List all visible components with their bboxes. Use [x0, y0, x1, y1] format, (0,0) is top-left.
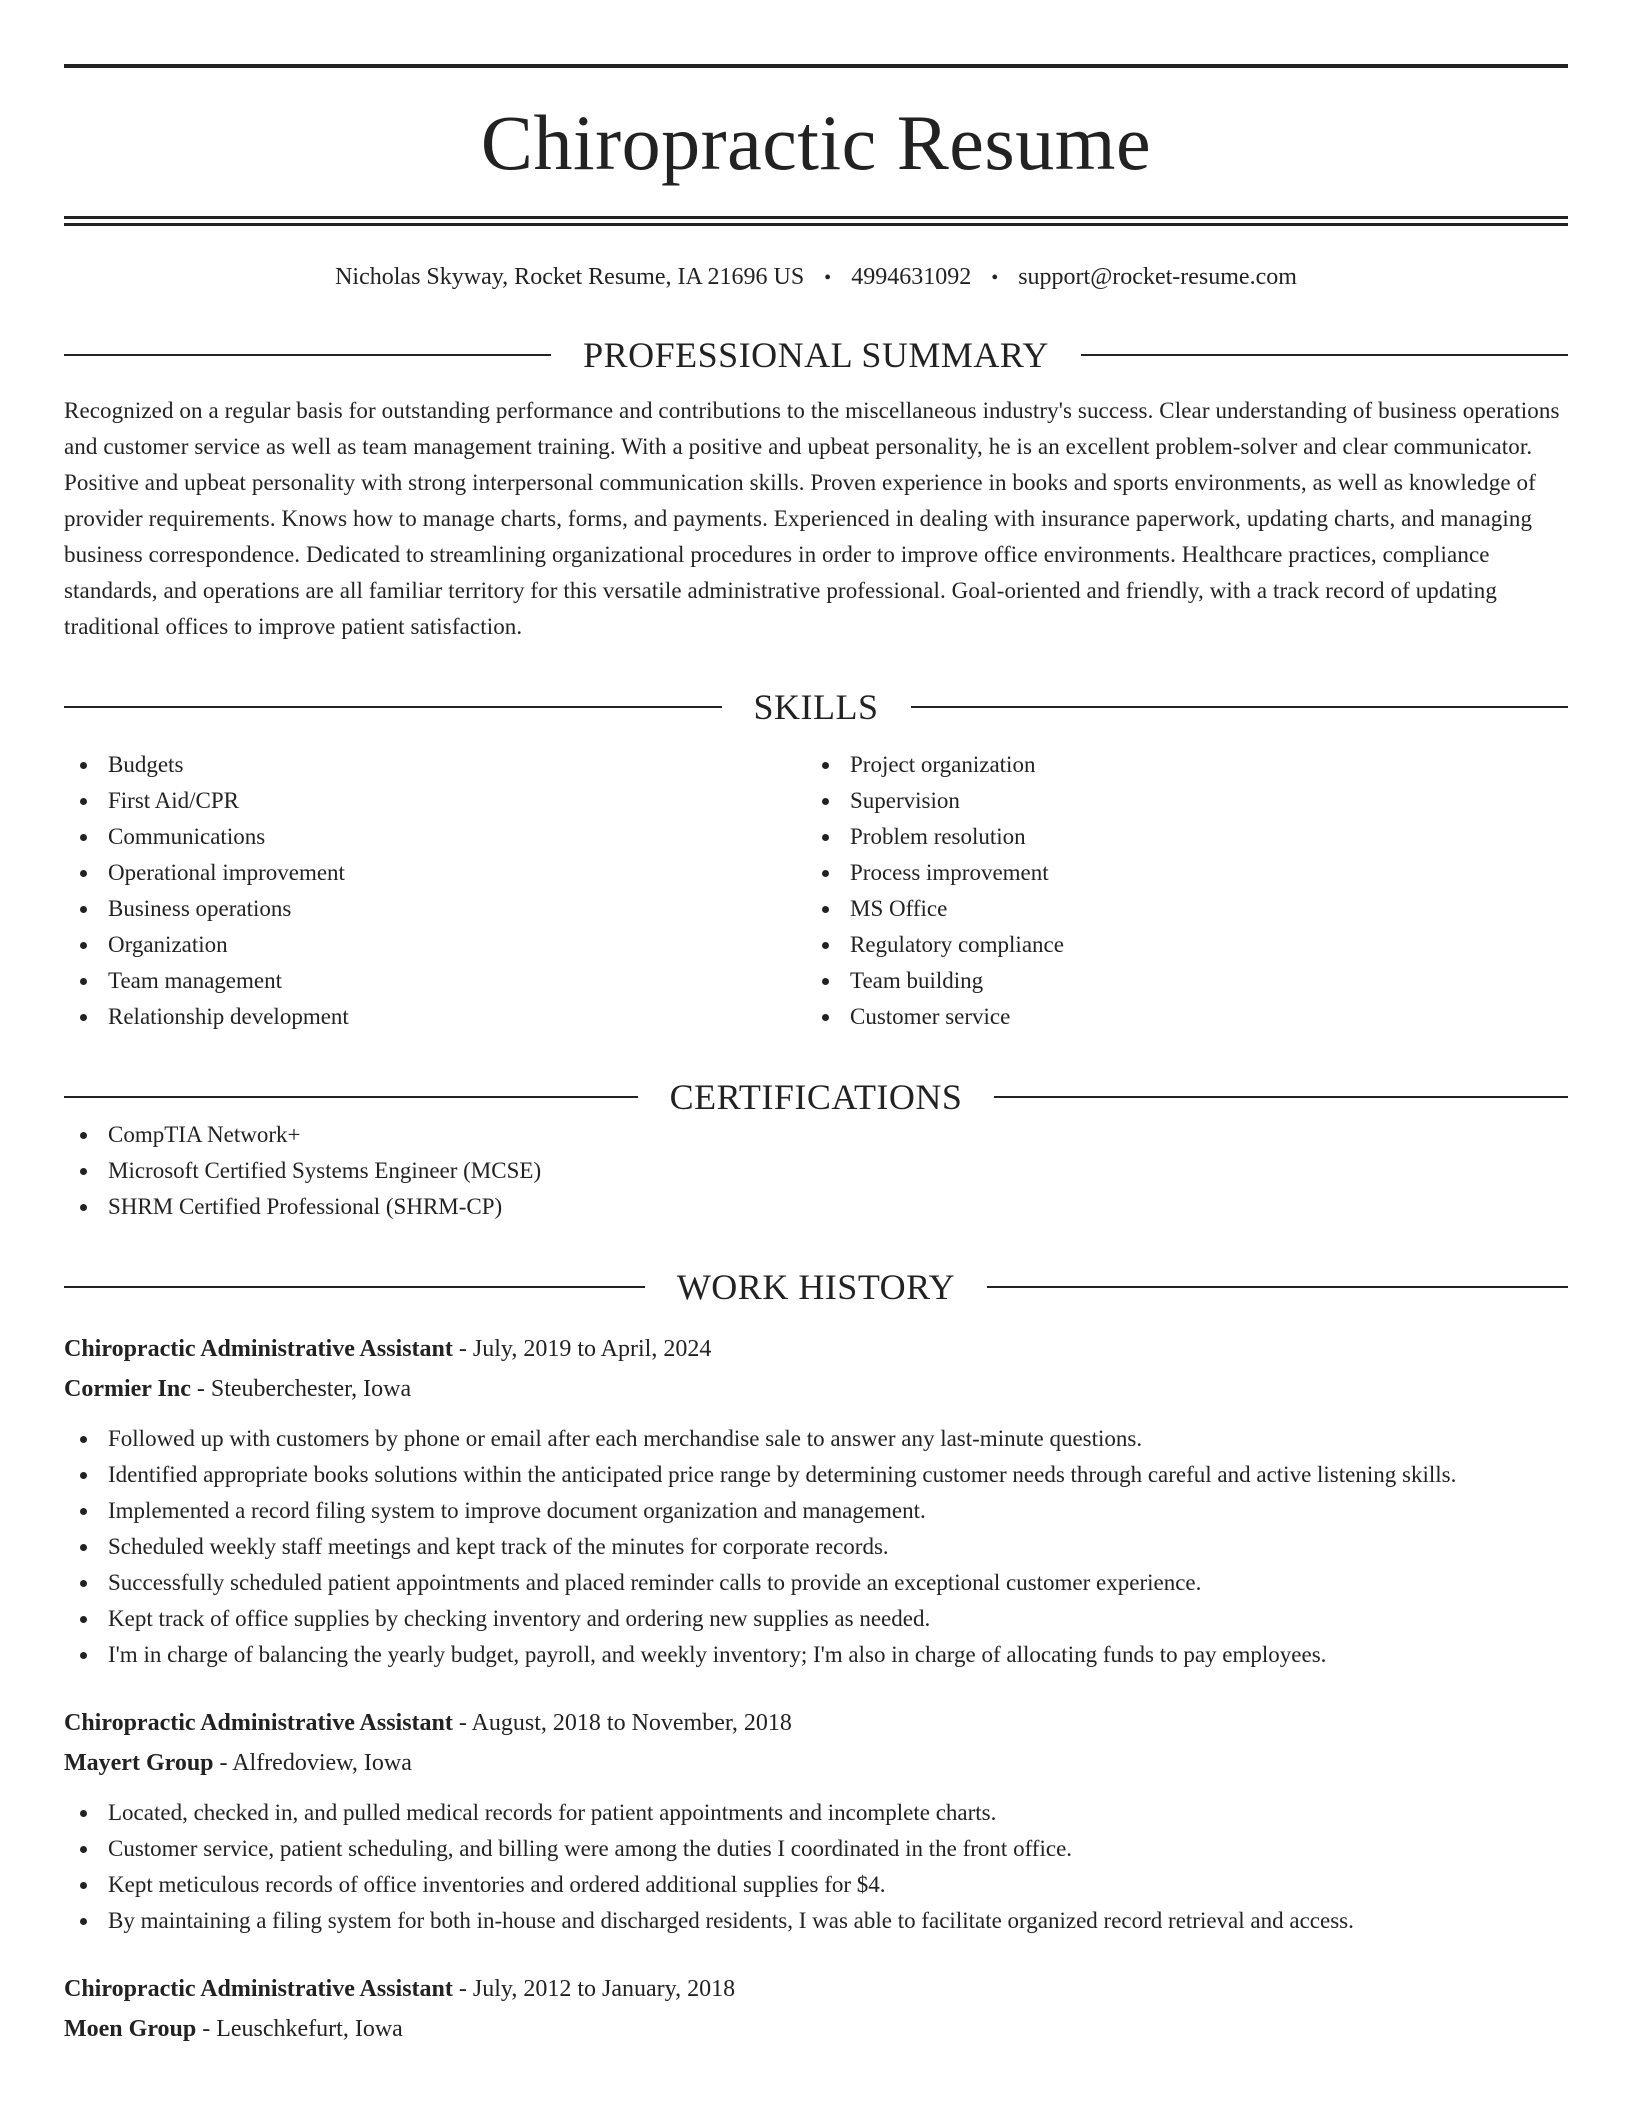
heading-rule-left — [64, 706, 722, 708]
contact-line — [64, 262, 1568, 293]
certification-item: SHRM Certified Professional (SHRM-CP) — [64, 1189, 1568, 1225]
job-title: Chiropractic Administrative Assistant — [64, 1976, 453, 2002]
skills-column-left — [64, 747, 806, 1035]
heading-rule-right — [1081, 354, 1568, 356]
top-rule — [64, 64, 1568, 68]
job-location: - Alfredoview, Iowa — [219, 1750, 412, 1776]
job-company-line — [64, 2009, 1568, 2049]
job-entry — [64, 1703, 1568, 1939]
skill-item: Regulatory compliance — [806, 927, 1548, 963]
job-title: Chiropractic Administrative Assistant — [64, 1336, 453, 1362]
job-duty: Identified appropriate books solutions within the anticipated price range by determining customer needs through careful and active listening skills. — [64, 1457, 1568, 1493]
job-title-line — [64, 1969, 1568, 2009]
certification-item: Microsoft Certified Systems Engineer (MCSE) — [64, 1153, 1568, 1189]
heading-rule-right — [911, 706, 1569, 708]
job-dates: - July, 2012 to January, 2018 — [458, 1976, 736, 2002]
heading-rule-right — [994, 1096, 1568, 1098]
job-dates: - August, 2018 to November, 2018 — [458, 1710, 792, 1736]
skill-item: Team building — [806, 963, 1548, 999]
summary-heading-text: PROFESSIONAL SUMMARY — [583, 335, 1049, 375]
work-history-heading — [64, 1267, 1568, 1307]
job-dates: - July, 2019 to April, 2024 — [458, 1336, 712, 1362]
skill-item: Communications — [64, 819, 806, 855]
job-duty: By maintaining a filing system for both in-house and discharged residents, I was able to facilitate organized record retrieval and access. — [64, 1903, 1568, 1939]
job-company: Mayert Group — [64, 1750, 214, 1776]
work-history-heading-text: WORK HISTORY — [676, 1267, 956, 1307]
skill-item: MS Office — [806, 891, 1548, 927]
skills-heading — [64, 687, 1568, 727]
skill-item: Organization — [64, 927, 806, 963]
resume-title: Chiropractic Resume — [480, 99, 1152, 186]
skill-item: Customer service — [806, 999, 1548, 1035]
skill-item: Supervision — [806, 783, 1548, 819]
job-duty: Customer service, patient scheduling, and billing were among the duties I coordinated in the front office. — [64, 1831, 1568, 1867]
heading-rule-left — [64, 1096, 638, 1098]
skills-heading-text: SKILLS — [753, 687, 879, 727]
job-duty: Kept meticulous records of office inventories and ordered additional supplies for $4. — [64, 1867, 1568, 1903]
skill-item: Relationship development — [64, 999, 806, 1035]
heading-rule-left — [64, 354, 551, 356]
skill-item: First Aid/CPR — [64, 783, 806, 819]
job-duty: Located, checked in, and pulled medical records for patient appointments and incomplete charts. — [64, 1795, 1568, 1831]
job-entry — [64, 1969, 1568, 2049]
title-double-rule — [64, 216, 1568, 226]
heading-rule-left — [64, 1286, 645, 1288]
skill-item: Team management — [64, 963, 806, 999]
skill-item: Process improvement — [806, 855, 1548, 891]
skill-item: Problem resolution — [806, 819, 1548, 855]
summary-paragraph: Recognized on a regular basis for outstanding performance and contributions to the miscellaneous industry's success. Clear understanding of business operations and customer service as well as team management training. With a positive and upbeat personality, he is an excellent problem-solver and clear communicator. Positive and upbeat personality with strong interpersonal communication skills. Proven experience in books and sports environments, as well as knowledge of provider requirements. Knows how to manage charts, forms, and payments. Experienced in dealing with insurance paperwork, updating charts, and managing business correspondence. Dedicated to streamlining organizational procedures in order to improve office environments. Healthcare practices, compliance standards, and operations are all familiar territory for this versatile administrative professional. Goal-oriented and friendly, with a track record of updating traditional offices to improve patient satisfaction. — [64, 398, 1560, 639]
certifications-heading — [64, 1077, 1568, 1117]
skill-item: Budgets — [64, 747, 806, 783]
job-location: - Steuberchester, Iowa — [196, 1376, 412, 1402]
job-company-line — [64, 1369, 1568, 1409]
skills-list — [64, 747, 1568, 1035]
job-duties-list — [64, 1421, 1568, 1673]
certification-item: CompTIA Network+ — [64, 1117, 1568, 1153]
certifications-heading-text: CERTIFICATIONS — [669, 1077, 963, 1117]
job-title: Chiropractic Administrative Assistant — [64, 1710, 453, 1736]
job-duty: Successfully scheduled patient appointments and placed reminder calls to provide an exceptional customer experience. — [64, 1565, 1568, 1601]
contact-separator: • — [991, 267, 999, 289]
job-company-line — [64, 1743, 1568, 1783]
job-title-line — [64, 1703, 1568, 1743]
job-duty: Implemented a record filing system to improve document organization and management. — [64, 1493, 1568, 1529]
summary-heading — [64, 335, 1568, 375]
job-company: Cormier Inc — [64, 1376, 191, 1402]
job-duty: Followed up with customers by phone or email after each merchandise sale to answer any last-minute questions. — [64, 1421, 1568, 1457]
skill-item: Business operations — [64, 891, 806, 927]
job-location: - Leuschkefurt, Iowa — [202, 2016, 403, 2042]
contact-phone: 4994631092 — [851, 264, 972, 290]
job-company: Moen Group — [64, 2016, 197, 2042]
skill-item: Project organization — [806, 747, 1548, 783]
job-duty: I'm in charge of balancing the yearly budget, payroll, and weekly inventory; I'm also in charge of allocating funds to pay employees. — [64, 1637, 1568, 1673]
certifications-list — [64, 1117, 1568, 1225]
job-entry — [64, 1329, 1568, 1673]
contact-address: Nicholas Skyway, Rocket Resume, IA 21696 US — [335, 264, 805, 290]
job-duty: Scheduled weekly staff meetings and kept track of the minutes for corporate records. — [64, 1529, 1568, 1565]
skills-column-right — [806, 747, 1548, 1035]
contact-email: support@rocket-resume.com — [1018, 264, 1297, 290]
heading-rule-right — [987, 1286, 1568, 1288]
job-duty: Kept track of office supplies by checking inventory and ordering new supplies as needed. — [64, 1601, 1568, 1637]
contact-separator: • — [824, 267, 832, 289]
job-duties-list — [64, 1795, 1568, 1939]
job-title-line — [64, 1329, 1568, 1369]
skill-item: Operational improvement — [64, 855, 806, 891]
resume-page — [64, 64, 1568, 2049]
